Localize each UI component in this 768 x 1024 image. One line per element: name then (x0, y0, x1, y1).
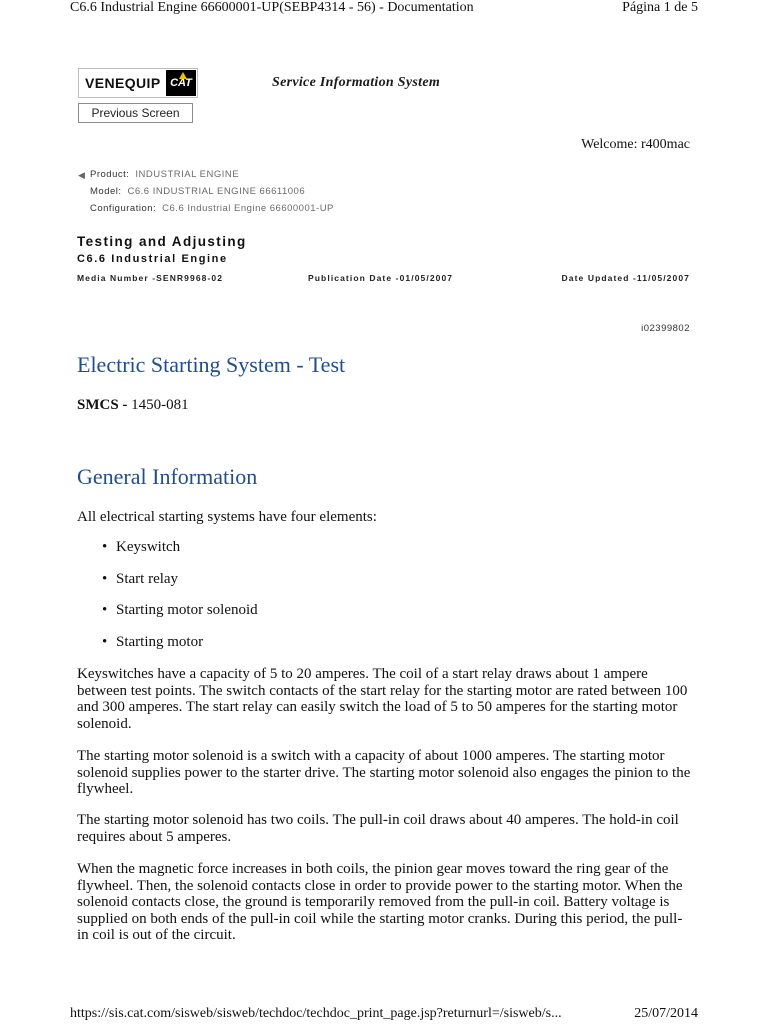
bullet-icon: • (102, 602, 108, 618)
date-updated: Date Updated -11/05/2007 (561, 273, 690, 283)
page-title: Electric Starting System - Test (77, 352, 346, 377)
media-number: Media Number -SENR9968-02 (77, 273, 224, 283)
product-row (90, 169, 239, 180)
list-item-text: Start relay (116, 570, 179, 587)
model-row (90, 186, 305, 197)
smcs-value: 1450-081 (131, 397, 189, 413)
paragraph: The starting motor solenoid has two coils. The pull-in coil draws about 40 amperes. The hold-in coil requires about 5 amperes. (77, 812, 679, 845)
list-item (102, 539, 258, 571)
paragraph: The starting motor solenoid is a switch with a capacity of about 1000 amperes. The starting motor solenoid supplies power to the starter drive. The starting motor solenoid also engages the pinion to the flywheel. (77, 748, 691, 798)
venequip-cat-logo (78, 68, 198, 98)
list-item-text: Keyswitch (116, 539, 181, 555)
smcs-code (77, 397, 189, 414)
bullet-icon: • (102, 539, 108, 555)
configuration-row (90, 203, 334, 214)
print-footer-url: https://sis.cat.com/sisweb/sisweb/techdoc/techdoc_print_page.jsp?returnurl=/sisweb/s... (70, 1006, 562, 1021)
publication-date: Publication Date -01/05/2007 (308, 273, 454, 283)
cat-triangle-icon (179, 72, 187, 79)
paragraph: Keyswitches have a capacity of 5 to 20 amperes. The coil of a start relay draws about 1 ampere between test points. The switch contacts of the start relay for the starting motor are rated between 100 and 300 amperes. The start relay can easily switch the load of 5 to 50 amperes for the starting motor solenoid. (77, 666, 688, 732)
document-section: Testing and Adjusting (77, 234, 247, 249)
list-item (102, 634, 258, 666)
smcs-label: SMCS - (77, 397, 128, 413)
dealer-name: VENEQUIP (85, 75, 161, 91)
print-page-indicator: Página 1 de 5 (622, 0, 698, 15)
document-id: i02399802 (641, 323, 690, 334)
intro-text: All electrical starting systems have four elements: (77, 509, 377, 525)
previous-screen-button[interactable]: Previous Screen (78, 103, 193, 123)
configuration-value: C6.6 Industrial Engine 66600001-UP (162, 203, 334, 214)
paragraph: When the magnetic force increases in both coils, the pinion gear moves toward the ring gear of the flywheel. Then, the solenoid contacts close in order to provide power to the starting motor. When the solenoid contacts close, the ground is temporarily removed from the pull-in coil. Battery voltage is supplied on both ends of the pull-in coil while the starting motor cranks. During this period, the pull-in coil is out of the circuit. (77, 861, 683, 944)
model-value: C6.6 INDUSTRIAL ENGINE 66611006 (127, 186, 306, 197)
configuration-label: Configuration: (90, 203, 157, 214)
print-footer-date: 25/07/2014 (634, 1006, 698, 1021)
section-heading: General Information (77, 464, 258, 489)
list-item (102, 571, 258, 603)
cat-badge (166, 70, 196, 96)
list-item-text: Starting motor (116, 633, 204, 650)
bullet-icon: • (102, 633, 108, 650)
model-label: Model: (90, 186, 122, 197)
list-item (102, 602, 258, 634)
elements-list (102, 539, 258, 665)
system-title: Service Information System (272, 75, 441, 90)
product-value: INDUSTRIAL ENGINE (135, 169, 240, 180)
bullet-icon: • (102, 570, 108, 587)
product-label: Product: (90, 169, 130, 180)
document-engine: C6.6 Industrial Engine (77, 253, 228, 265)
welcome-text: Welcome: r400mac (581, 137, 690, 152)
print-header-title: C6.6 Industrial Engine 66600001-UP(SEBP4314 - 56) - Documentation (70, 0, 474, 15)
cat-badge-text: CAT (170, 77, 192, 89)
collapse-arrow-icon[interactable]: ◀ (78, 170, 85, 180)
list-item-text: Starting motor solenoid (116, 602, 258, 618)
